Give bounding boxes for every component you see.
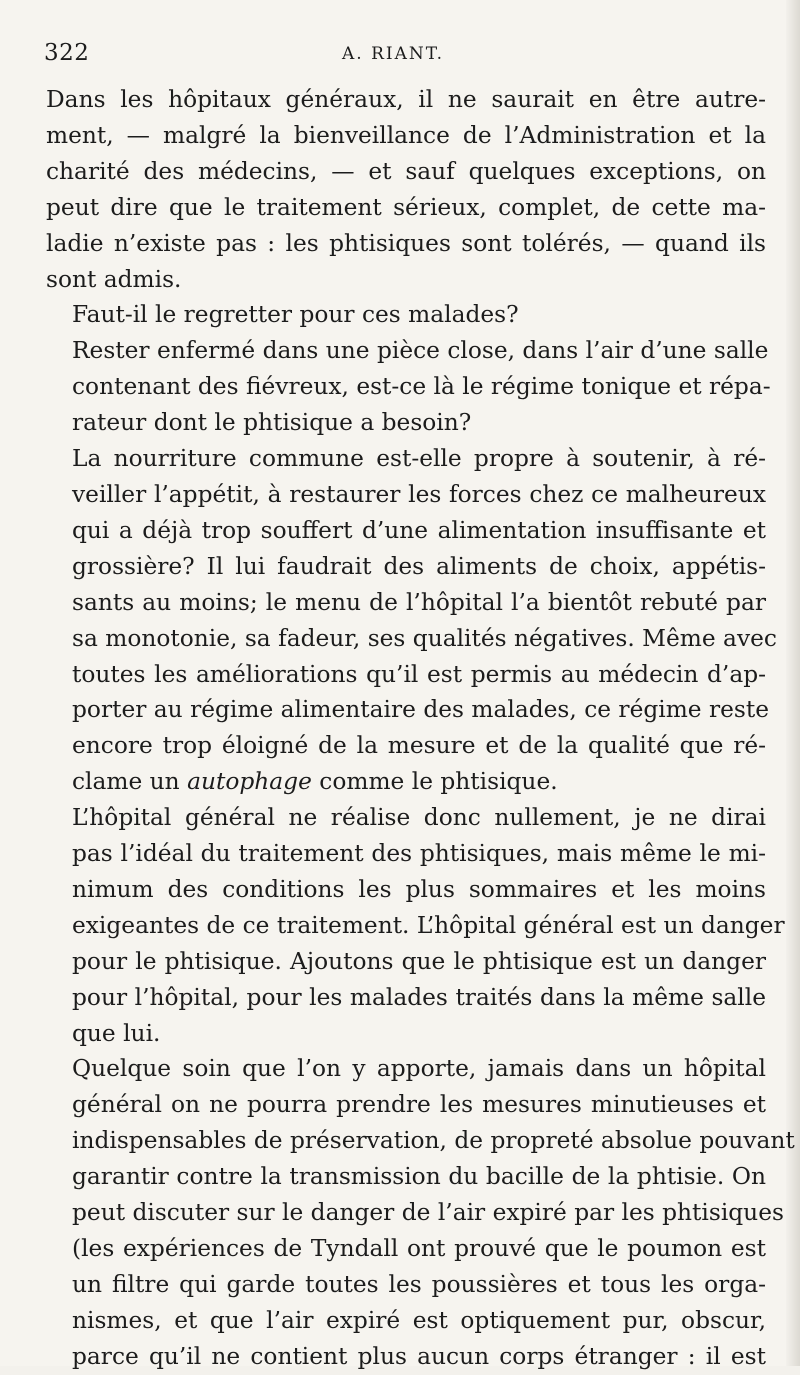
text-line: sa monotonie, sa fadeur, ses qualités négatives. Même avec bbox=[72, 624, 777, 652]
text-line: peut dire que le traitement sérieux, complet, de cette ma- bbox=[46, 193, 766, 221]
text-line: sont admis. bbox=[46, 265, 182, 293]
paragraph bbox=[46, 333, 771, 441]
paragraph bbox=[46, 297, 766, 333]
text-line: pas l’idéal du traitement des phtisiques, mais même le mi- bbox=[72, 840, 766, 868]
text-line: garantir contre la transmission du bacille de la phtisie. On bbox=[72, 1163, 766, 1191]
text-line: L’hôpital général ne réalise donc nullement, je ne dirai bbox=[72, 804, 766, 832]
page-number: 322 bbox=[44, 40, 90, 66]
page-edge-shadow bbox=[786, 0, 800, 1366]
paragraph bbox=[46, 82, 766, 297]
text-line: Faut-il le regretter pour ces malades? bbox=[72, 301, 519, 329]
text-line: pour le phtisique. Ajoutons que le phtisique est un danger bbox=[72, 947, 766, 975]
text-line: parce qu’il ne contient plus aucun corps étranger : il est bbox=[72, 1342, 766, 1370]
text-fragment: comme le phtisique. bbox=[311, 768, 558, 796]
text-line: nismes, et que l’air expiré est optiquement pur, obscur, bbox=[72, 1306, 766, 1334]
text-line bbox=[46, 764, 766, 800]
text-line: Rester enfermé dans une pièce close, dans l’air d’une salle bbox=[72, 337, 769, 365]
italic-term: autophage bbox=[187, 768, 312, 796]
text-line: La nourriture commune est-elle propre à soutenir, à ré- bbox=[72, 445, 766, 473]
text-line: général on ne pourra prendre les mesures minutieuses et bbox=[72, 1091, 766, 1119]
text-line: indispensables de préservation, de propreté absolue pouvant bbox=[72, 1127, 795, 1155]
text-line: grossière? Il lui faudrait des aliments de choix, appétis- bbox=[72, 552, 766, 580]
paragraph bbox=[46, 800, 785, 1051]
page-header bbox=[44, 40, 756, 74]
text-line: veiller l’appétit, à restaurer les forces chez ce malheureux bbox=[72, 480, 766, 508]
text-line: contenant des fiévreux, est-ce là le régime tonique et répa- bbox=[72, 373, 771, 401]
body-text bbox=[46, 82, 795, 1375]
text-line: encore trop éloigné de la mesure et de la qualité que ré- bbox=[72, 732, 766, 760]
paragraph bbox=[46, 1051, 795, 1374]
text-line: ment, — malgré la bienveillance de l’Administration et la bbox=[46, 121, 766, 149]
text-line: nimum des conditions les plus sommaires et les moins bbox=[72, 875, 766, 903]
text-line: Quelque soin que l’on y apporte, jamais dans un hôpital bbox=[72, 1055, 766, 1083]
text-line: toutes les améliorations qu’il est permis au médecin d’ap- bbox=[72, 660, 766, 688]
text-line: ladie n’existe pas : les phtisiques sont tolérés, — quand ils bbox=[46, 229, 766, 257]
text-line: rateur dont le phtisique a besoin? bbox=[72, 409, 472, 437]
text-line: (les expériences de Tyndall ont prouvé que le poumon est bbox=[72, 1235, 766, 1262]
text-line: sants au moins; le menu de l’hôpital l’a bientôt rebuté par bbox=[72, 588, 766, 616]
text-line: porter au régime alimentaire des malades, ce régime reste bbox=[72, 696, 770, 724]
text-line: un filtre qui garde toutes les poussières et tous les orga- bbox=[72, 1270, 766, 1298]
text-line: Dans les hôpitaux généraux, il ne saurait en être autre- bbox=[46, 86, 766, 113]
text-line: peut discuter sur le danger de l’air expiré par les phtisiques bbox=[72, 1199, 784, 1227]
text-line: que lui. bbox=[72, 1019, 161, 1047]
paragraph bbox=[46, 441, 777, 800]
text-line: qui a déjà trop souffert d’une alimentation insuffisante et bbox=[72, 516, 766, 544]
running-head: A. RIANT. bbox=[342, 44, 444, 64]
text-fragment: clame un bbox=[72, 768, 188, 796]
text-line: charité des médecins, — et sauf quelques exceptions, on bbox=[46, 157, 766, 185]
text-line: pour l’hôpital, pour les malades traités dans la même salle bbox=[72, 983, 766, 1011]
text-line: exigeantes de ce traitement. L’hôpital général est un danger bbox=[72, 911, 785, 939]
